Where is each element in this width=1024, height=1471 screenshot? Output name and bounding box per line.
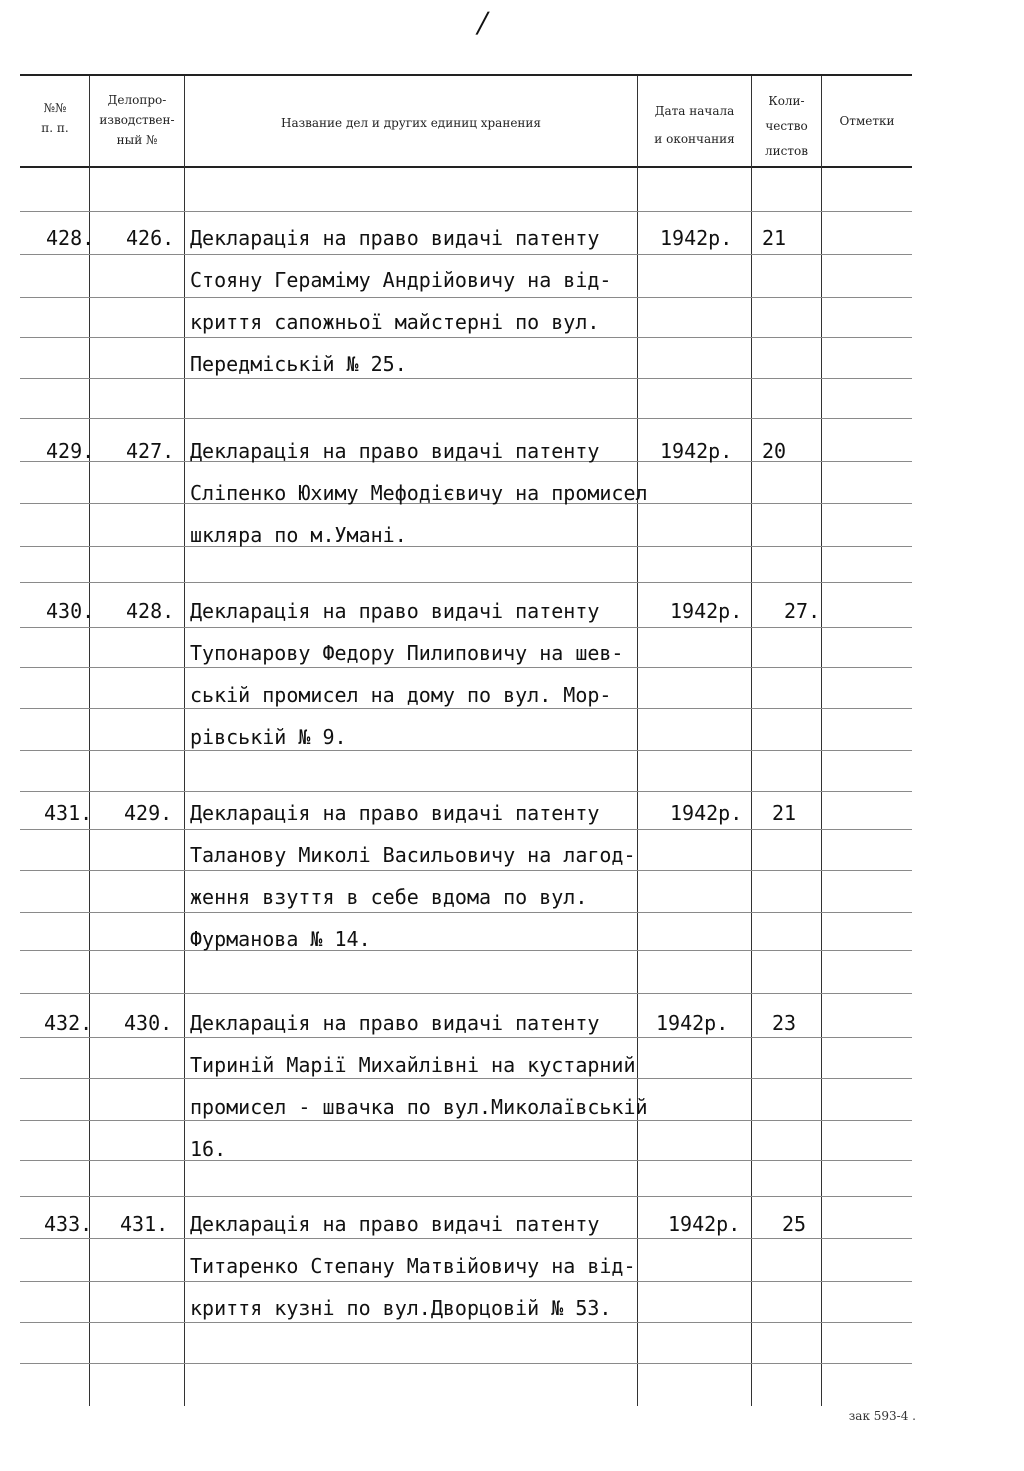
title-line: Декларація на право видачі патенту <box>190 1212 600 1236</box>
sheet-count: 25 <box>782 1212 807 1236</box>
table-top-rule <box>20 74 912 76</box>
title-line: Титаренко Степану Матвійовичу на від- <box>190 1254 636 1278</box>
title-line: шкляра по м.Умані. <box>190 523 407 547</box>
ruled-line <box>20 993 912 994</box>
header-number: №№ п. п. <box>41 101 69 135</box>
case-date: 1942р. <box>670 599 743 623</box>
title-line: Передміській № 25. <box>190 352 407 376</box>
row-number: 429. <box>46 439 95 463</box>
title-line: Тириній Марії Михайлівні на кустарний <box>190 1053 636 1077</box>
row-number: 432. <box>44 1011 93 1035</box>
case-title <box>190 792 636 960</box>
case-title <box>190 217 611 385</box>
ruled-line <box>20 418 912 419</box>
ruled-line <box>20 211 912 212</box>
header-case-number: Делопро- изводствен- ный № <box>99 93 175 147</box>
row-number: 428. <box>46 226 95 250</box>
case-number: 426. <box>126 226 175 250</box>
title-line: Декларація на право видачі патенту <box>190 1011 600 1035</box>
title-line: ження взуття в себе вдома по вул. <box>190 885 588 909</box>
page-mark: / <box>474 6 491 39</box>
sheet-count: 21 <box>772 801 797 825</box>
column-divider <box>821 76 822 1406</box>
row-number: 433. <box>44 1212 93 1236</box>
title-line: ській промисел на дому по вул. Мop- <box>190 683 612 707</box>
title-line: Декларація на право видачі патенту <box>190 439 600 463</box>
case-number: 429. <box>124 801 173 825</box>
sheet-count: 27. <box>784 599 821 623</box>
title-line: 16. <box>190 1137 227 1161</box>
header-title: Название дел и других единиц хранения <box>280 116 541 130</box>
case-number: 427. <box>126 439 175 463</box>
title-line: Сліпенко Юхиму Мефодієвичу на промисел <box>190 481 648 505</box>
case-title <box>190 1002 648 1170</box>
case-title <box>190 430 648 556</box>
case-title <box>190 590 623 758</box>
column-divider <box>751 76 752 1406</box>
header-sheets: Коли- чество листов <box>765 94 808 158</box>
case-number: 430. <box>124 1011 173 1035</box>
case-date: 1942р. <box>656 1011 729 1035</box>
case-title <box>190 1203 636 1329</box>
title-line: Тупонарову Федору Пилиповичу на шев- <box>190 641 624 665</box>
case-number: 428. <box>126 599 175 623</box>
column-divider <box>637 76 638 1406</box>
title-line: криття сапожньої майстерні по вул. <box>190 310 600 334</box>
case-date: 1942р. <box>670 801 743 825</box>
title-line: криття кузні по вул.Дворцовій № 53. <box>190 1296 612 1320</box>
case-number: 431. <box>120 1212 169 1236</box>
case-date: 1942р. <box>660 226 733 250</box>
row-number: 430. <box>46 599 95 623</box>
title-line: Декларація на право видачі патенту <box>190 226 600 250</box>
ruled-line <box>20 582 912 583</box>
title-line: Декларація на право видачі патенту <box>190 599 600 623</box>
title-line: рівській № 9. <box>190 725 347 749</box>
column-divider <box>184 76 185 1406</box>
title-line: Таланову Миколі Васильовичу на лагод- <box>190 843 636 867</box>
title-line: промисел - швачка по вул.Миколаївській <box>190 1095 648 1119</box>
print-order-mark: зак 593-4 . <box>848 1409 916 1423</box>
case-date: 1942р. <box>660 439 733 463</box>
title-line: Декларація на право видачі патенту <box>190 801 600 825</box>
header-dates: Дата начала и окончания <box>654 104 735 146</box>
sheet-count: 21 <box>762 226 787 250</box>
sheet-count: 20 <box>762 439 787 463</box>
header-notes: Отметки <box>839 114 895 128</box>
case-date: 1942р. <box>668 1212 741 1236</box>
sheet-count: 23 <box>772 1011 797 1035</box>
ruled-line <box>20 1196 912 1197</box>
title-line: Фурманова № 14. <box>190 927 371 951</box>
title-line: Стояну Гераміму Андрійовичу на від- <box>190 268 612 292</box>
header-bottom-rule <box>20 166 912 168</box>
ruled-line <box>20 1363 912 1364</box>
row-number: 431. <box>44 801 93 825</box>
